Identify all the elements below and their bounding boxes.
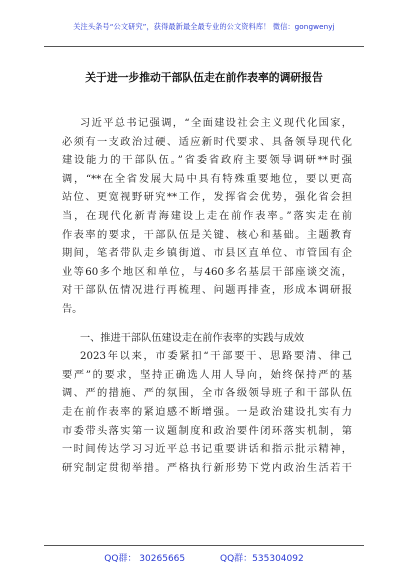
footer-qq-group-1: QQ群： 30265665 [104,554,186,564]
body-line: 调，“**在全省发展大局中具有特殊重要地位，要以更高 [62,173,352,185]
document-title: 关于进一步推动干部队伍走在前作表率的调研报告 [85,71,323,84]
body-line: 建设能力的干部队伍。”省委省政府主要领导调研**时强 [62,155,352,167]
body-line: 一时间传达学习习近平总书记重要讲话和指示批示精神， [62,444,352,456]
body-line: 市委带头落实第一议题制度和政治要件闭环落实机制，第 [62,425,352,437]
footer-qq-group-2: QQ群：535304092 [220,554,304,564]
body-line: 对干部队伍情况进行再梳理、问题再排查，形成本调研报 [62,285,352,297]
body-line: 调、严的措施、严的氛围，全市各级领导班子和干部队伍 [62,388,352,400]
body-line: 习近平总书记强调，“全面建设社会主义现代化国家， [80,118,352,129]
body-line: 站位、更宽视野研究**工作，发挥省会优势，强化省会担 [62,192,352,204]
body-line: 期间，笔者带队走乡镇街道、市县区直单位、市管国有企 [62,248,352,260]
body-line: 业等60多个地区和单位，与460多名基层干部座谈交流， [62,266,352,278]
footer-contact [0,551,408,564]
body-line: 研究制定贯彻举措。严格执行新形势下党内政治生活若干 [62,462,352,474]
body-line: 作表率的要求，干部队伍是关键、核心和基础。主题教育 [62,229,352,241]
body-line: 要严”的要求，坚持正确选人用人导向，始终保持严的基 [62,369,352,381]
body-line: 告。 [62,303,83,315]
body-line: 当，在现代化新青海建设上走在前作表率。”落实走在前 [62,210,352,222]
header-divider [44,46,364,47]
paragraph-spacer [62,320,352,330]
body-line [62,478,352,497]
document-body [62,115,352,497]
footer-divider [44,545,364,546]
body-line: 走在前作表率的紧迫感不断增强。一是政治建设扎实有力 [62,406,352,418]
body-line: 2023年以来，市委紧扣“干部要干、思路要清、律己 [80,351,352,363]
body-line: 必须有一支政治过硬、适应新时代要求、具备领导现代化 [62,136,352,148]
header-banner: 关注头条号“公文研究”，获得最新最全最专业的公文资料库！ 微信：gongwenyj [73,22,335,31]
section-heading: 一、推进干部队伍建设走在前作表率的实践与成效 [80,332,305,344]
